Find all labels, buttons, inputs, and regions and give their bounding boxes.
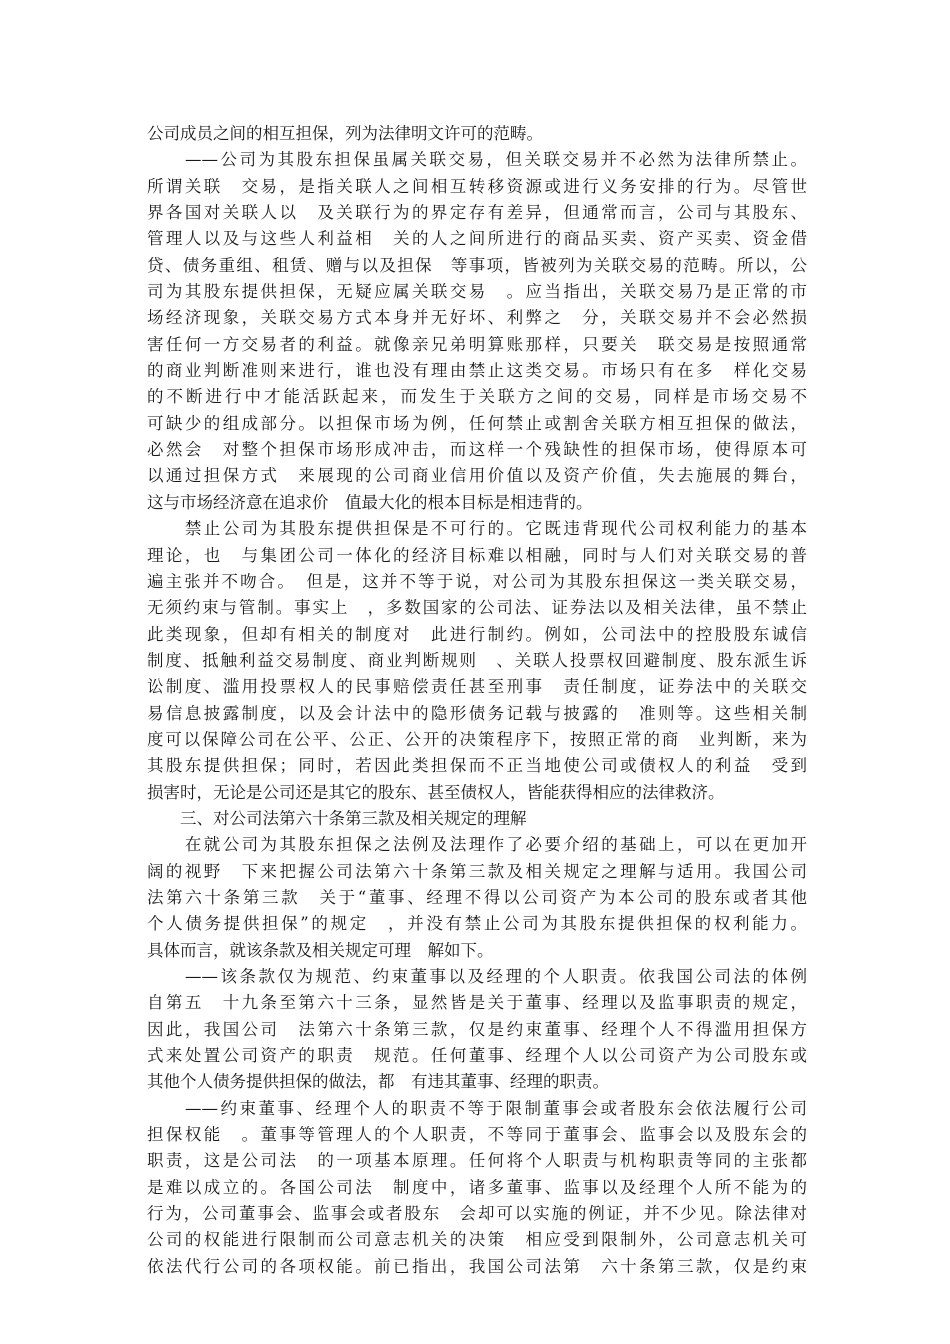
text-line: 公司成员之间的相互担保，列为法律明文许可的范畴。 [147, 124, 543, 143]
text-line: ——该条款仅为规范、约束董事以及经理的个人职责。依我国公司法的体例 [147, 967, 807, 986]
document-body [147, 121, 807, 1280]
text-line: 担保权能 。董事等管理人的个人职责，不等同于董事会、监事会以及股东会的 [147, 1125, 807, 1145]
text-line: 因此，我国公司 法第六十条第三款，仅是约束董事、经理个人不得滥用担保方 [147, 1019, 807, 1039]
text-line: 理论，也 与集团公司一体化的经济目标难以相融，同时与人们对关联交易的普 [147, 545, 807, 565]
text-line: 讼制度、滥用投票权人的民事赔偿责任甚至刑事 责任制度，证券法中的关联交 [147, 677, 807, 697]
text-line: ——约束董事、经理个人的职责不等于限制董事会或者股东会依法履行公司 [147, 1098, 807, 1118]
text-line: 司为其股东提供担保，无疑应属关联交易 。应当指出，关联交易乃是正常的市 [147, 282, 807, 302]
text-line: 职责，这是公司法 的一项基本原理。任何将个人职责与机构职责等同的主张都 [147, 1151, 807, 1171]
text-line: 遍主张并不吻合。 但是，这并不等于说，对公司为其股东担保这一类关联交易， [147, 571, 807, 591]
text-line: 以通过担保方式 来展现的公司商业信用价值以及资产价值，失去施展的舞台， [147, 466, 807, 486]
text-line: 是难以成立的。各国公司法 制度中，诸多董事、监事以及经理个人所不能为的 [147, 1177, 807, 1197]
text-line: 场经济现象，关联交易方式本身并无好坏、利弊之 分，关联交易并不会必然损 [147, 308, 807, 328]
text-line: 此类现象，但却有相关的制度对 此进行制约。例如，公司法中的控股股东诚信 [147, 624, 807, 644]
text-line: 行为，公司董事会、监事会或者股东 会却可以实施的例证，并不少见。除法律对 [147, 1204, 807, 1224]
text-line: 具体而言，就该条款及相关规定可理 解如下。 [147, 940, 494, 960]
text-line: 损害时，无论是公司还是其它的股东、甚至债权人，皆能获得相应的法律救济。 [147, 782, 725, 802]
text-line: 贷、债务重组、租赁、赠与以及担保 等事项，皆被列为关联交易的范畴。所以，公 [147, 255, 807, 275]
text-line: 的不断进行中才能活跃起来，而发生于关联方之间的交易，同样是市场交易不 [147, 387, 807, 407]
text-line: 无须约束与管制。事实上 ，多数国家的公司法、证券法以及相关法律，虽不禁止 [147, 598, 807, 618]
text-line: 管理人以及与这些人利益相 关的人之间所进行的商品买卖、资产买卖、资金借 [147, 229, 807, 249]
text-line: 必然会 对整个担保市场形成冲击，而这样一个残缺性的担保市场，使得原本可 [147, 440, 807, 460]
text-line: 这与市场经济意在追求价 值最大化的根本目标是相违背的。 [147, 492, 593, 512]
text-line: 可缺少的组成部分。以担保市场为例，任何禁止或割舍关联方相互担保的做法， [147, 413, 807, 433]
text-line: 依法代行公司的各项权能。前已指出，我国公司法第 六十条第三款，仅是约束 [147, 1256, 807, 1276]
text-line: 制度、抵触利益交易制度、商业判断规则 、关联人投票权回避制度、股东派生诉 [147, 650, 807, 670]
text-line: 法第六十条第三款 关于“董事、经理不得以公司资产为本公司的股东或者其他 [147, 887, 807, 907]
text-line: 阔的视野 下来把握公司法第六十条第三款及相关规定之理解与适用。我国公司 [147, 861, 807, 881]
text-line: 易信息披露制度，以及会计法中的隐形债务记载与披露的 准则等。这些相关制 [147, 703, 807, 723]
text-line: ——公司为其股东担保虽属关联交易，但关联交易并不必然为法律所禁止。 [147, 150, 807, 170]
text-line: 的商业判断准则来进行，谁也没有理由禁止这类交易。市场只有在多 样化交易 [147, 361, 807, 381]
text-line: 公司的权能进行限制而公司意志机关的决策 相应受到限制外，公司意志机关可 [147, 1230, 807, 1250]
text-line: 禁止公司为其股东提供担保是不可行的。它既违背现代公司权利能力的基本 [147, 519, 807, 539]
text-line: 个人债务提供担保”的规定 ，并没有禁止公司为其股东提供担保的权利能力。 [147, 914, 807, 934]
text-line: 界各国对关联人以 及关联行为的界定存有差异，但通常而言，公司与其股东、 [147, 203, 807, 223]
text-line: 在就公司为其股东担保之法例及法理作了必要介绍的基础上，可以在更加开 [147, 835, 807, 855]
text-line: 自第五 十九条至第六十三条，显然皆是关于董事、经理以及监事职责的规定， [147, 993, 807, 1013]
text-line: 害任何一方交易者的利益。就像亲兄弟明算账那样，只要关 联交易是按照通常 [147, 334, 807, 354]
text-line: 度可以保障公司在公平、公正、公开的决策程序下，按照正常的商 业判断，来为 [147, 729, 807, 749]
text-line: 所谓关联 交易，是指关联人之间相互转移资源或进行义务安排的行为。尽管世 [147, 176, 807, 196]
text-line: 其他个人债务提供担保的做法，都 有违其董事、经理的职责。 [147, 1072, 609, 1092]
text-line: 三、对公司法第六十条第三款及相关规定的理解 [147, 808, 527, 828]
text-line: 式来处置公司资产的职责 规范。任何董事、经理个人以公司资产为公司股东或 [147, 1046, 807, 1066]
text-line: 其股东提供担保；同时，若因此类担保而不正当地使公司或债权人的利益 受到 [147, 756, 807, 776]
